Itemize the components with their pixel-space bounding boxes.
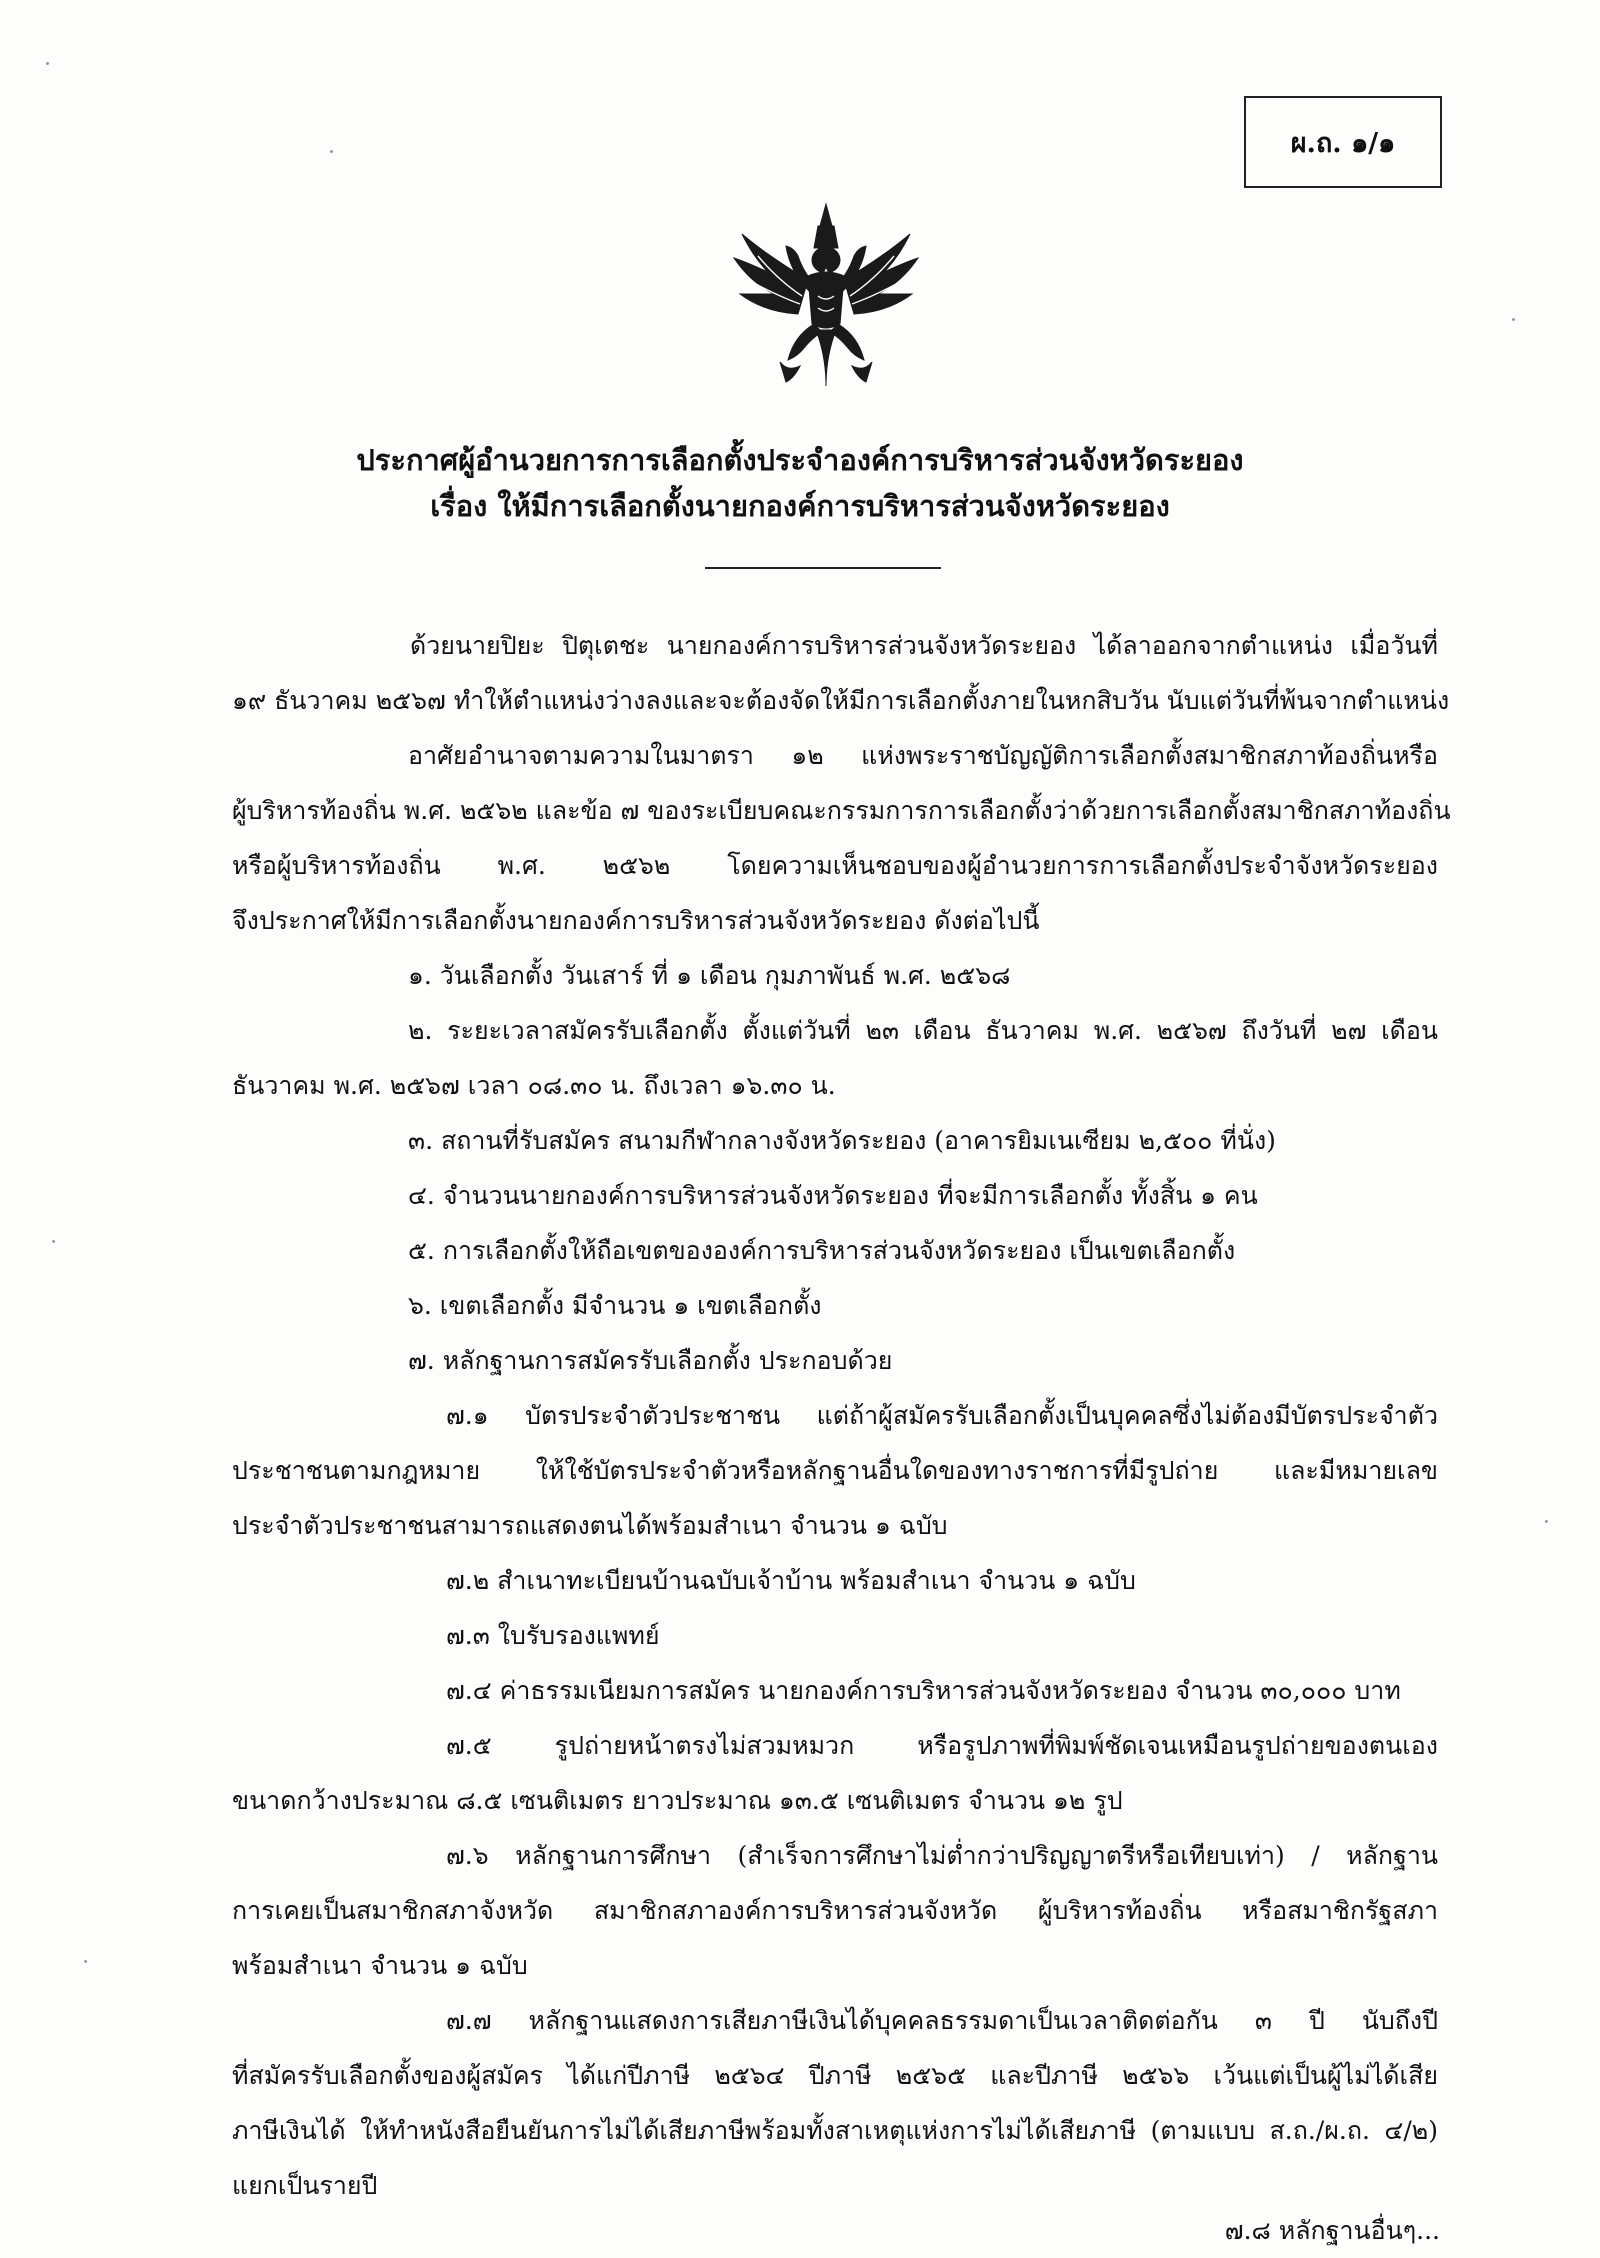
sub-item: ๗.๗ หลักฐานแสดงการเสียภาษีเงินได้บุคคลธรรมดาเป็นเวลาติดต่อกัน ๓ ปี นับถึงปี [446,2006,1438,2035]
sub-item-continued: พร้อมสำเนา จำนวน ๑ ฉบับ [232,1951,528,1980]
sub-item: ๗.๓ ใบรับรองแพทย์ [446,1621,660,1650]
sub-item-continued: ประจำตัวประชาชนสามารถแสดงตนได้พร้อมสำเนา จำนวน ๑ ฉบับ [232,1511,948,1540]
list-item: ๓. สถานที่รับสมัคร สนามกีฬากลางจังหวัดระยอง (อาคารยิมเนเซียม ๒,๕๐๐ ที่นั่ง) [408,1126,1276,1155]
scan-speck [46,62,49,65]
list-item: ๖. เขตเลือกตั้ง มีจำนวน ๑ เขตเลือกตั้ง [408,1291,822,1320]
list-item: ๒. ระยะเวลาสมัครรับเลือกตั้ง ตั้งแต่วันที่ ๒๓ เดือน ธันวาคม พ.ศ. ๒๕๖๗ ถึงวันที่ ๒๗ เดือน [408,1016,1438,1045]
list-item: ๗. หลักฐานการสมัครรับเลือกตั้ง ประกอบด้วย [408,1346,893,1375]
body-line: หรือผู้บริหารท้องถิ่น พ.ศ. ๒๕๖๒ โดยความเห็นชอบของผู้อำนวยการการเลือกตั้งประจำจังหวัดระยอง [232,851,1438,880]
body-line: ๑๙ ธันวาคม ๒๕๖๗ ทำให้ตำแหน่งว่างลงและจะต้องจัดให้มีการเลือกตั้งภายในหกสิบวัน นับแต่วันที่พ้นจากตำแหน่ง [232,686,1450,715]
sub-item: ๗.๒ สำเนาทะเบียนบ้านฉบับเจ้าบ้าน พร้อมสำเนา จำนวน ๑ ฉบับ [446,1566,1136,1595]
sub-item-continued: การเคยเป็นสมาชิกสภาจังหวัด สมาชิกสภาองค์การบริหารส่วนจังหวัด ผู้บริหารท้องถิ่น หรือสมาชิกรัฐสภา [232,1896,1438,1925]
body-line: จึงประกาศให้มีการเลือกตั้งนายกองค์การบริหารส่วนจังหวัดระยอง ดังต่อไปนี้ [232,906,1040,935]
page-continuation: ๗.๘ หลักฐานอื่นๆ... [1224,2216,1440,2245]
garuda-emblem-icon [728,196,924,396]
scan-speck [1512,318,1515,321]
announcement-title: ประกาศผู้อำนวยการการเลือกตั้งประจำองค์การบริหารส่วนจังหวัดระยอง [356,443,1244,477]
form-code-box: ผ.ถ. ๑/๑ [1244,96,1442,188]
scan-speck [1545,1520,1548,1523]
scan-speck [330,150,333,153]
sub-item: ๗.๕ รูปถ่ายหน้าตรงไม่สวมหมวก หรือรูปภาพที่พิมพ์ชัดเจนเหมือนรูปถ่ายของตนเอง [446,1731,1438,1760]
announcement-subject: เรื่อง ให้มีการเลือกตั้งนายกองค์การบริหารส่วนจังหวัดระยอง [430,489,1170,523]
title-divider [705,567,941,569]
body-line: อาศัยอำนาจตามความในมาตรา ๑๒ แห่งพระราชบัญญัติการเลือกตั้งสมาชิกสภาท้องถิ่นหรือ [408,741,1438,770]
sub-item-continued: ประชาชนตามกฎหมาย ให้ใช้บัตรประจำตัวหรือหลักฐานอื่นใดของทางราชการที่มีรูปถ่าย และมีหมายเลข [232,1456,1438,1485]
sub-item: ๗.๑ บัตรประจำตัวประชาชน แต่ถ้าผู้สมัครรับเลือกตั้งเป็นบุคคลซึ่งไม่ต้องมีบัตรประจำตัว [446,1401,1438,1430]
body-line: ด้วยนายปิยะ ปิตุเตชะ นายกองค์การบริหารส่วนจังหวัดระยอง ได้ลาออกจากตำแหน่ง เมื่อวันที่ [410,631,1438,660]
body-line: ผู้บริหารท้องถิ่น พ.ศ. ๒๕๖๒ และข้อ ๗ ของระเบียบคณะกรรมการการเลือกตั้งว่าด้วยการเลือกตั้งสมาชิกสภาท้องถิ่น [232,796,1451,825]
sub-item: ๗.๖ หลักฐานการศึกษา (สำเร็จการศึกษาไม่ต่ำกว่าปริญญาตรีหรือเทียบเท่า) / หลักฐาน [446,1841,1438,1870]
scan-speck [84,1960,87,1963]
sub-item: ๗.๔ ค่าธรรมเนียมการสมัคร นายกองค์การบริหารส่วนจังหวัดระยอง จำนวน ๓๐,๐๐๐ บาท [446,1676,1401,1705]
scan-speck [52,1240,55,1243]
list-item: ๑. วันเลือกตั้ง วันเสาร์ ที่ ๑ เดือน กุมภาพันธ์ พ.ศ. ๒๕๖๘ [408,961,1011,990]
list-item-continued: ธันวาคม พ.ศ. ๒๕๖๗ เวลา ๐๘.๓๐ น. ถึงเวลา ๑๖.๓๐ น. [232,1071,836,1100]
sub-item-continued: ที่สมัครรับเลือกตั้งของผู้สมัคร ได้แก่ปีภาษี ๒๕๖๔ ปีภาษี ๒๕๖๕ และปีภาษี ๒๕๖๖ เว้นแต่เป็นผู้ไม่ได้เสีย [232,2061,1438,2090]
list-item: ๔. จำนวนนายกองค์การบริหารส่วนจังหวัดระยอง ที่จะมีการเลือกตั้ง ทั้งสิ้น ๑ คน [408,1181,1258,1210]
sub-item-continued: ภาษีเงินได้ ให้ทำหนังสือยืนยันการไม่ได้เสียภาษีพร้อมทั้งสาเหตุแห่งการไม่ได้เสียภาษี (ตามแบบ ส.ถ./ผ.ถ. ๔/๒) [232,2116,1438,2145]
sub-item-continued: ขนาดกว้างประมาณ ๘.๕ เซนติเมตร ยาวประมาณ ๑๓.๕ เซนติเมตร จำนวน ๑๒ รูป [232,1786,1123,1815]
sub-item-continued: แยกเป็นรายปี [232,2171,378,2200]
list-item: ๕. การเลือกตั้งให้ถือเขตขององค์การบริหารส่วนจังหวัดระยอง เป็นเขตเลือกตั้ง [408,1236,1236,1265]
